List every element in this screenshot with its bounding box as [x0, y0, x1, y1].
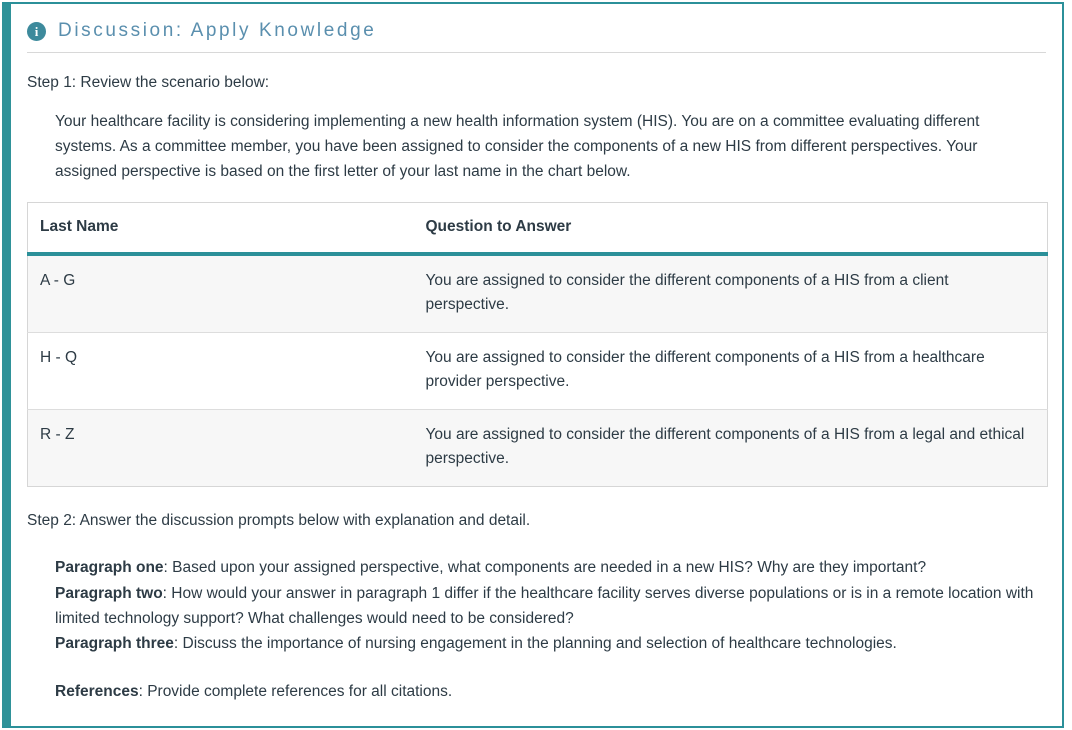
- cell-last-name: R - Z: [28, 410, 414, 487]
- table-header-row: [28, 203, 1048, 255]
- card-header: [27, 4, 1046, 53]
- cell-question: You are assigned to consider the different components of a HIS from a client perspective.: [414, 254, 1048, 333]
- page-title: Discussion: Apply Knowledge: [58, 20, 377, 41]
- prompt-label: Paragraph two: [55, 584, 163, 602]
- discussion-prompts: [27, 555, 1046, 704]
- prompt-label: Paragraph one: [55, 559, 164, 577]
- table-row: [28, 254, 1048, 333]
- cell-last-name: A - G: [28, 254, 414, 333]
- discussion-card: [2, 2, 1064, 728]
- table-head: [28, 203, 1048, 255]
- card-body: [27, 53, 1046, 704]
- prompt-paragraph-three: [55, 631, 1046, 656]
- prompt-text: : Provide complete references for all citations.: [138, 682, 453, 700]
- prompt-paragraph-two: [55, 581, 1046, 631]
- perspective-chart-wrapper: [27, 202, 1046, 487]
- card-accent-bar: [2, 4, 11, 726]
- step-1-label: Step 1: Review the scenario below:: [27, 74, 270, 91]
- prompt-paragraph-one: [55, 555, 1046, 580]
- prompt-text: : Discuss the importance of nursing engagement in the planning and selection of healthcare technologies.: [173, 634, 897, 652]
- cell-question: You are assigned to consider the different components of a HIS from a healthcare provider perspective.: [414, 333, 1048, 410]
- info-icon: i: [27, 22, 46, 41]
- prompt-references: [55, 679, 1046, 704]
- prompt-label: Paragraph three: [55, 634, 174, 652]
- prompt-text: : Based upon your assigned perspective, what components are needed in a new HIS? Why are they important?: [163, 559, 927, 577]
- card-inner: [11, 4, 1062, 726]
- step-2-label: Step 2: Answer the discussion prompts below with explanation and detail.: [27, 512, 531, 530]
- prompt-text: : How would your answer in paragraph 1 differ if the healthcare facility serves diverse populations or is in a remote location with limited technology support? What challenges would need to be considered?: [55, 584, 1034, 627]
- cell-last-name: H - Q: [28, 333, 414, 410]
- scenario-paragraph: Your healthcare facility is considering implementing a new health information system (HIS). You are on a committee evaluating different systems. As a committee member, you have been assigned to consider the components of a new HIS from different perspectives. Your assigned perspective is based on the first letter of your last name in the chart below.: [55, 113, 980, 181]
- column-header-last-name: Last Name: [28, 203, 414, 255]
- table-row: [28, 410, 1048, 487]
- prompt-label: References: [55, 682, 139, 700]
- column-header-question: Question to Answer: [414, 203, 1048, 255]
- perspective-chart: [27, 202, 1048, 487]
- table-row: [28, 333, 1048, 410]
- cell-question: You are assigned to consider the different components of a HIS from a legal and ethical perspective.: [414, 410, 1048, 487]
- table-body: [28, 254, 1048, 487]
